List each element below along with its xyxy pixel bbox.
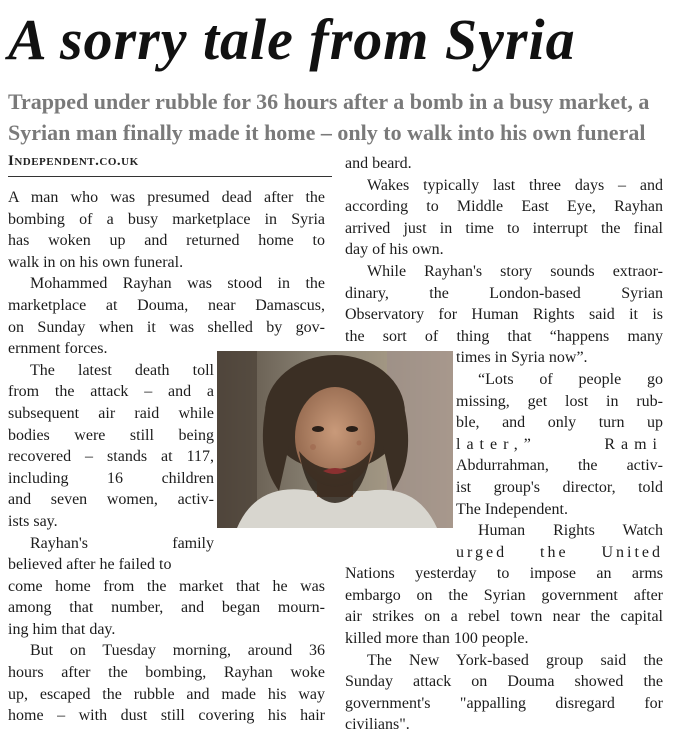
headline: A sorry tale from Syria [8,7,576,72]
text-line: the sort of thing that “happens many [345,327,663,345]
text-line: and seven women, activ- [8,491,214,509]
text-line: bombing of a busy marketplace in Syria [8,210,325,228]
text-line: come home from the market that he was [8,577,325,595]
text-line: home – with dust still covering his hair [8,707,325,725]
text-line: hours after the bombing, Rayhan woke [8,664,325,682]
standfirst-line: Syrian man finally made it home – only to walk into his own funeral [8,120,646,145]
text-line: marketplace at Douma, near Damascus, [8,296,325,314]
article-photo [217,351,453,528]
text-line: recovered – stands at 117, [8,448,214,466]
divider [8,176,332,177]
text-line: has woken up and returned home to [8,232,325,250]
text-line: Abdurrahman, the activ- [456,457,663,475]
text-line: urged the United [456,543,663,561]
source-label: Independent.co.uk [8,153,139,169]
text-line: up, escaped the rubble and made his way [8,685,325,703]
text-line: believed after he failed to [8,556,172,574]
standfirst-line: Trapped under rubble for 36 hours after a bomb in a busy market, a [8,89,650,114]
text-line: Wakes typically last three days – and [367,176,663,194]
text-line: Sunday attack on Douma showed the [345,673,663,691]
text-line: air strikes on a rebel town near the capital [345,608,663,626]
text-line: While Rayhan's story sounds extraor- [367,262,663,280]
text-line: The Independent. [456,500,568,518]
text-line: among that number, and began mourn- [8,599,325,617]
text-line: ernment forces. [8,340,108,358]
text-line: killed more than 100 people. [345,630,529,648]
text-line: “Lots of people go [478,370,663,388]
text-line: missing, get lost in rub- [456,392,663,410]
text-line: ist group's director, told [456,478,663,496]
text-line: dinary, the London-based Syrian [345,284,663,302]
text-line: A man who was presumed dead after the [8,189,325,206]
text-line: according to Middle East Eye, Rayhan [345,198,663,216]
text-line: But on Tuesday morning, around 36 [30,642,325,660]
portrait-illustration [217,351,453,528]
text-line: Nations yesterday to impose an arms [345,565,663,583]
text-line: ists say. [8,512,58,530]
text-line: Mohammed Rayhan was stood in the [30,275,325,293]
text-line: The New York-based group said the [367,651,663,669]
standfirst [8,86,673,148]
text-line: bodies were still being [8,426,214,444]
text-line: later,” Rami [456,435,663,453]
text-line: government's "appalling disregard for [345,694,663,712]
text-line: from the attack – and a [8,383,214,401]
text-line: embargo on the Syrian government after [345,586,663,604]
text-line: arrived just in time to interrupt the final [345,219,663,237]
text-line: day of his own. [345,241,444,259]
text-line: walk in on his own funeral. [8,253,184,271]
text-line: times in Syria now”. [456,349,588,367]
text-line: ble, and only turn up [456,414,663,432]
text-line: and beard. [345,155,412,172]
text-line: ing him that day. [8,620,116,638]
text-line: Observatory for Human Rights said it is [345,306,663,324]
text-line: Human Rights Watch [478,522,663,540]
text-line: on Sunday when it was shelled by gov- [8,318,325,336]
text-line: The latest death toll [30,361,214,379]
text-line: including 16 children [8,469,214,487]
text-line: Rayhan's family [30,534,214,552]
text-line: subsequent air raid while [8,404,214,422]
text-line: civilians". [345,716,410,734]
